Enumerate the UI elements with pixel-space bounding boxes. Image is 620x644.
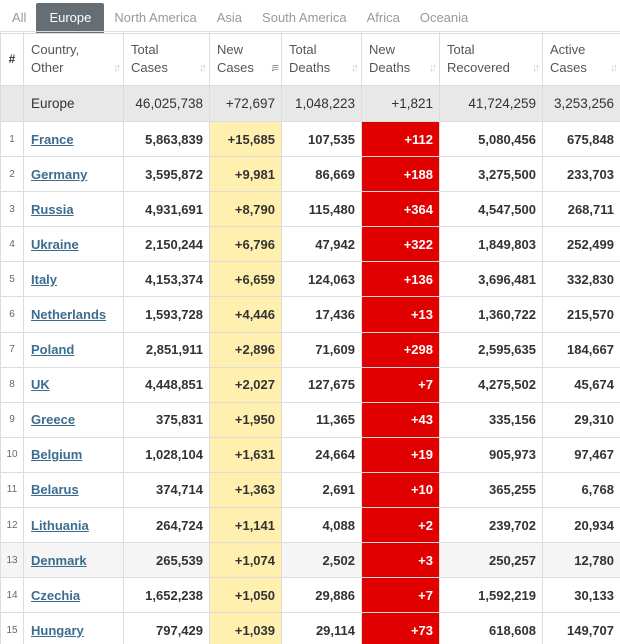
active-cases-cell: 268,711 — [543, 192, 620, 227]
table-row — [1, 122, 620, 157]
active-cases-cell: 12,780 — [543, 543, 620, 578]
new-cases-cell: +1,631 — [210, 437, 282, 472]
sort-arrows-icon[interactable]: ↓↑ — [610, 62, 615, 74]
total-recovered-cell: 4,547,500 — [440, 192, 543, 227]
header-total-recovered[interactable] — [440, 32, 543, 86]
table-row — [1, 437, 620, 472]
total-recovered-cell: 3,275,500 — [440, 157, 543, 192]
new-deaths-cell: +10 — [362, 472, 440, 507]
active-cases-cell: 45,674 — [543, 367, 620, 402]
total-recovered-cell: 905,973 — [440, 437, 543, 472]
total-recovered-cell: 5,080,456 — [440, 122, 543, 157]
active-cases-cell: 675,848 — [543, 122, 620, 157]
total-deaths-cell: 17,436 — [282, 297, 362, 332]
total-deaths-cell: 4,088 — [282, 508, 362, 543]
total-recovered-cell: 3,696,481 — [440, 262, 543, 297]
header-num[interactable]: # — [1, 32, 24, 86]
total-cases-cell: 265,539 — [124, 543, 210, 578]
country-link[interactable]: UK — [31, 377, 50, 393]
covid-stats-table — [0, 31, 620, 644]
new-deaths-cell: +73 — [362, 613, 440, 644]
header-total-deaths[interactable] — [282, 32, 362, 86]
new-deaths-cell: +19 — [362, 437, 440, 472]
new-deaths-cell: +188 — [362, 157, 440, 192]
new-deaths-cell: +136 — [362, 262, 440, 297]
country-cell — [24, 297, 124, 332]
header-label: Cases — [550, 60, 587, 75]
country-cell — [24, 157, 124, 192]
active-cases-cell: 3,253,256 — [543, 86, 620, 122]
total-cases-cell: 1,028,104 — [124, 437, 210, 472]
header-label: Deaths — [289, 60, 331, 75]
total-recovered-cell: 1,849,803 — [440, 227, 543, 262]
total-recovered-cell: 1,592,219 — [440, 578, 543, 613]
country-cell — [24, 543, 124, 578]
table-row — [1, 262, 620, 297]
total-cases-cell: 1,593,728 — [124, 297, 210, 332]
header-label: Total — [289, 42, 317, 57]
table-row — [1, 613, 620, 644]
country-cell — [24, 192, 124, 227]
sort-desc-icon[interactable]: ↓≡ — [270, 62, 276, 74]
active-cases-cell: 184,667 — [543, 332, 620, 367]
country-link[interactable]: Poland — [31, 342, 75, 358]
row-index: 1 — [1, 122, 24, 157]
tab-asia[interactable]: Asia — [216, 10, 243, 25]
sort-arrows-icon[interactable]: ↓↑ — [532, 62, 537, 74]
total-deaths-cell: 107,535 — [282, 122, 362, 157]
total-deaths-cell: 2,502 — [282, 543, 362, 578]
sort-arrows-icon[interactable]: ↓↑ — [113, 62, 118, 74]
new-cases-cell: +1,050 — [210, 578, 282, 613]
active-cases-cell: 252,499 — [543, 227, 620, 262]
row-index: 6 — [1, 297, 24, 332]
total-row-name: Europe — [24, 86, 124, 122]
header-new-cases[interactable] — [210, 32, 282, 86]
header-label: Recovered — [447, 60, 510, 75]
header-label: New — [217, 42, 244, 57]
new-cases-cell: +9,981 — [210, 157, 282, 192]
row-index: 8 — [1, 367, 24, 402]
country-cell — [24, 227, 124, 262]
row-index: 12 — [1, 508, 24, 543]
new-cases-cell: +15,685 — [210, 122, 282, 157]
active-cases-cell: 29,310 — [543, 402, 620, 437]
active-cases-cell: 332,830 — [543, 262, 620, 297]
row-index: 9 — [1, 402, 24, 437]
total-cases-cell: 4,448,851 — [124, 367, 210, 402]
new-cases-cell: +4,446 — [210, 297, 282, 332]
row-index: 7 — [1, 332, 24, 367]
new-deaths-cell: +298 — [362, 332, 440, 367]
total-cases-cell: 2,851,911 — [124, 332, 210, 367]
new-deaths-cell: +2 — [362, 508, 440, 543]
country-link[interactable]: Ukraine — [31, 236, 79, 252]
sort-arrows-icon[interactable]: ↓↑ — [199, 62, 204, 74]
row-index: 14 — [1, 578, 24, 613]
total-deaths-cell: 29,886 — [282, 578, 362, 613]
country-cell — [24, 613, 124, 644]
new-deaths-cell: +322 — [362, 227, 440, 262]
total-deaths-cell: 11,365 — [282, 402, 362, 437]
total-cases-cell: 375,831 — [124, 402, 210, 437]
total-recovered-cell: 239,702 — [440, 508, 543, 543]
total-cases-cell: 2,150,244 — [124, 227, 210, 262]
new-deaths-cell: +112 — [362, 122, 440, 157]
row-index: 10 — [1, 437, 24, 472]
row-index: 4 — [1, 227, 24, 262]
total-deaths-cell: 127,675 — [282, 367, 362, 402]
total-recovered-cell: 365,255 — [440, 472, 543, 507]
country-cell — [24, 508, 124, 543]
row-index: 3 — [1, 192, 24, 227]
total-recovered-cell: 41,724,259 — [440, 86, 543, 122]
header-label: New — [369, 42, 396, 57]
sort-arrows-icon[interactable]: ↓↑ — [429, 62, 434, 74]
tab-europe[interactable]: Europe — [36, 3, 104, 33]
new-deaths-cell: +364 — [362, 192, 440, 227]
total-cases-cell: 46,025,738 — [124, 86, 210, 122]
active-cases-cell: 215,570 — [543, 297, 620, 332]
header-label: Cases — [217, 60, 254, 75]
new-cases-cell: +1,950 — [210, 402, 282, 437]
country-cell — [24, 578, 124, 613]
header-label: Country, — [31, 42, 80, 57]
header-label: Total — [447, 42, 475, 57]
active-cases-cell: 149,707 — [543, 613, 620, 644]
total-cases-cell: 3,595,872 — [124, 157, 210, 192]
new-deaths-cell: +13 — [362, 297, 440, 332]
country-link[interactable]: Italy — [31, 271, 58, 287]
header-country[interactable] — [24, 32, 124, 86]
header-label: Other — [31, 60, 64, 75]
country-link[interactable]: Denmark — [31, 552, 87, 568]
total-deaths-cell: 115,480 — [282, 192, 362, 227]
table-row — [1, 227, 620, 262]
total-recovered-cell: 250,257 — [440, 543, 543, 578]
header-label: Cases — [131, 60, 168, 75]
total-deaths-cell: 1,048,223 — [282, 86, 362, 122]
total-cases-cell: 797,429 — [124, 613, 210, 644]
tab-all[interactable]: All — [12, 10, 27, 25]
active-cases-cell: 97,467 — [543, 437, 620, 472]
country-link[interactable]: Germany — [31, 166, 88, 182]
total-recovered-cell: 1,360,722 — [440, 297, 543, 332]
country-cell — [24, 262, 124, 297]
new-cases-cell: +1,074 — [210, 543, 282, 578]
total-cases-cell: 4,153,374 — [124, 262, 210, 297]
new-cases-cell: +72,697 — [210, 86, 282, 122]
country-cell — [24, 122, 124, 157]
country-cell — [24, 472, 124, 507]
country-link[interactable]: France — [31, 131, 74, 147]
header-new-deaths[interactable] — [362, 32, 440, 86]
new-cases-cell: +2,027 — [210, 367, 282, 402]
total-cases-cell: 4,931,691 — [124, 192, 210, 227]
total-deaths-cell: 86,669 — [282, 157, 362, 192]
new-cases-cell: +6,659 — [210, 262, 282, 297]
row-index: 2 — [1, 157, 24, 192]
total-recovered-cell: 335,156 — [440, 402, 543, 437]
country-link[interactable]: Belgium — [31, 447, 83, 463]
total-deaths-cell: 24,664 — [282, 437, 362, 472]
table-row — [1, 578, 620, 613]
table-row — [1, 332, 620, 367]
header-label: Total — [131, 42, 159, 57]
new-deaths-cell: +3 — [362, 543, 440, 578]
table-row — [1, 508, 620, 543]
sort-arrows-icon[interactable]: ↓↑ — [351, 62, 356, 74]
table-header-row — [1, 32, 620, 86]
region-tabs — [0, 0, 620, 34]
tab-africa[interactable]: Africa — [366, 10, 400, 25]
active-cases-cell: 20,934 — [543, 508, 620, 543]
new-cases-cell: +1,363 — [210, 472, 282, 507]
new-deaths-cell: +43 — [362, 402, 440, 437]
table-row — [1, 472, 620, 507]
table-row — [1, 543, 620, 578]
new-deaths-cell: +7 — [362, 367, 440, 402]
row-index: 13 — [1, 543, 24, 578]
table-row — [1, 297, 620, 332]
total-cases-cell: 1,652,238 — [124, 578, 210, 613]
country-link[interactable]: Czechia — [31, 587, 81, 603]
total-recovered-cell: 4,275,502 — [440, 367, 543, 402]
new-cases-cell: +8,790 — [210, 192, 282, 227]
header-total-cases[interactable] — [124, 32, 210, 86]
new-deaths-cell: +1,821 — [362, 86, 440, 122]
country-link[interactable]: Hungary — [31, 622, 84, 638]
country-link[interactable]: Belarus — [31, 482, 79, 498]
total-cases-cell: 374,714 — [124, 472, 210, 507]
total-recovered-cell: 618,608 — [440, 613, 543, 644]
new-cases-cell: +1,141 — [210, 508, 282, 543]
header-label: Deaths — [369, 60, 411, 75]
country-cell — [24, 332, 124, 367]
tab-north-america[interactable]: North America — [114, 10, 197, 25]
table-row — [1, 157, 620, 192]
new-cases-cell: +1,039 — [210, 613, 282, 644]
country-link[interactable]: Russia — [31, 201, 74, 217]
total-row-index — [1, 86, 24, 122]
active-cases-cell: 6,768 — [543, 472, 620, 507]
country-cell — [24, 367, 124, 402]
total-deaths-cell: 2,691 — [282, 472, 362, 507]
total-recovered-cell: 2,595,635 — [440, 332, 543, 367]
total-cases-cell: 5,863,839 — [124, 122, 210, 157]
active-cases-cell: 233,703 — [543, 157, 620, 192]
tab-oceania[interactable]: Oceania — [419, 10, 469, 25]
country-cell — [24, 402, 124, 437]
row-index: 5 — [1, 262, 24, 297]
new-cases-cell: +6,796 — [210, 227, 282, 262]
total-deaths-cell: 47,942 — [282, 227, 362, 262]
country-cell — [24, 437, 124, 472]
table-row — [1, 192, 620, 227]
total-cases-cell: 264,724 — [124, 508, 210, 543]
active-cases-cell: 30,133 — [543, 578, 620, 613]
table-row — [1, 402, 620, 437]
row-index: 15 — [1, 613, 24, 644]
country-link[interactable]: Greece — [31, 412, 76, 428]
total-deaths-cell: 71,609 — [282, 332, 362, 367]
total-row — [1, 86, 620, 122]
row-index: 11 — [1, 472, 24, 507]
new-cases-cell: +2,896 — [210, 332, 282, 367]
country-link[interactable]: Netherlands — [31, 307, 107, 323]
country-link[interactable]: Lithuania — [31, 517, 89, 533]
header-label: Active — [550, 42, 586, 57]
tab-south-america[interactable]: South America — [262, 10, 347, 25]
total-deaths-cell: 29,114 — [282, 613, 362, 644]
new-deaths-cell: +7 — [362, 578, 440, 613]
table-row — [1, 367, 620, 402]
header-active-cases[interactable] — [543, 32, 620, 86]
total-deaths-cell: 124,063 — [282, 262, 362, 297]
